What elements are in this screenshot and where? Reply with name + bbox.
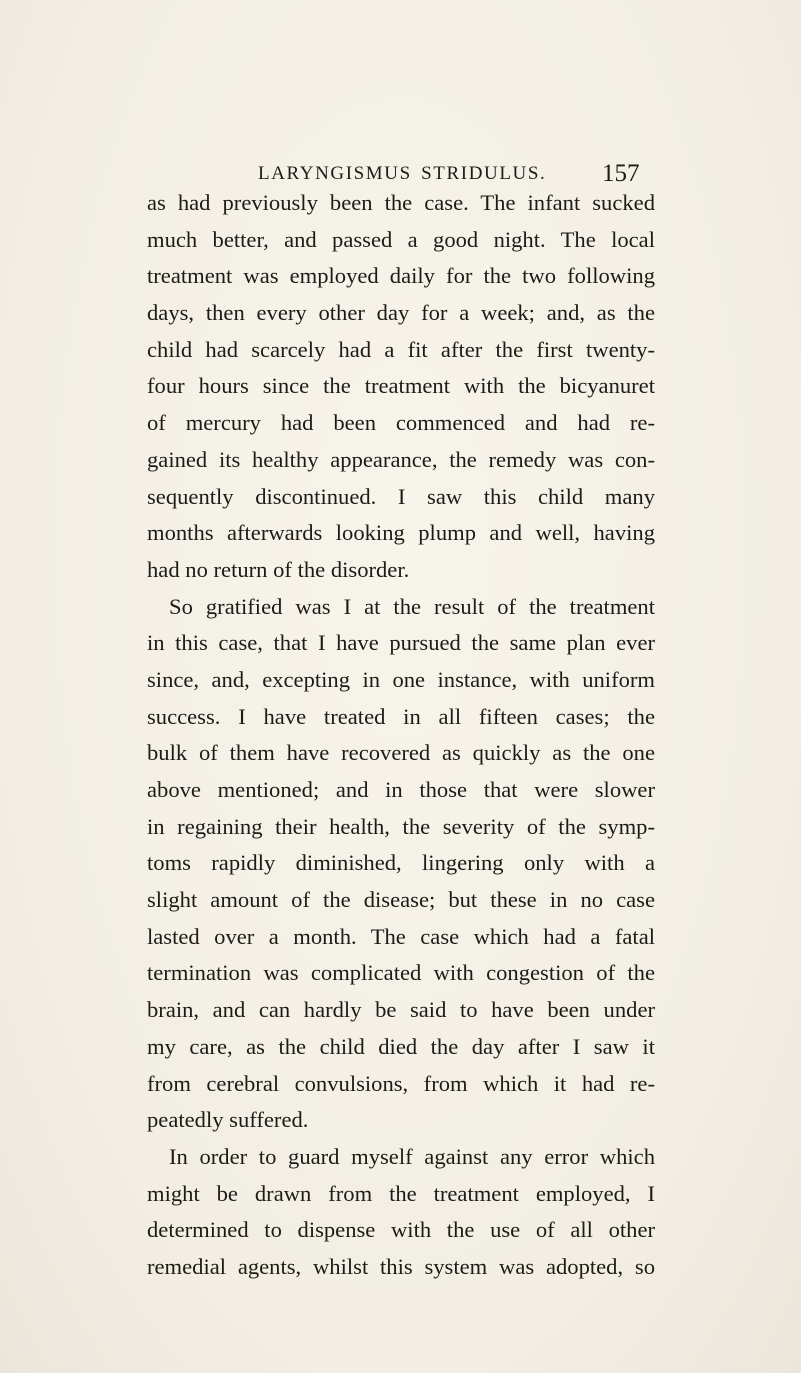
page-number: 157	[602, 160, 640, 187]
text-line: much better, and passed a good night. The local	[147, 226, 655, 252]
body-text	[147, 185, 655, 1286]
text-line: toms rapidly diminished, lingering only with a	[147, 850, 655, 876]
text-line: four hours since the treatment with the bicyanuret	[147, 373, 655, 399]
paragraph-start: So gratified was I at the result of the treatment	[169, 593, 655, 619]
text-line: child had scarcely had a fit after the first twenty-	[147, 336, 655, 362]
text-line: of mercury had been commenced and had re-	[147, 410, 655, 436]
text-line: termination was complicated with congestion of the	[147, 960, 655, 986]
text-line: peatedly suffered.	[147, 1107, 309, 1133]
text-line: success. I have treated in all fifteen cases; the	[147, 703, 655, 729]
text-line: brain, and can hardly be said to have been under	[147, 997, 655, 1023]
running-title: LARYNGISMUS STRIDULUS.	[258, 163, 547, 184]
text-line: had no return of the disorder.	[147, 556, 410, 582]
text-line: remedial agents, whilst this system was adopted, so	[147, 1253, 655, 1279]
text-line: determined to dispense with the use of all other	[147, 1217, 655, 1243]
text-line: above mentioned; and in those that were slower	[147, 777, 655, 802]
text-line: in regaining their health, the severity of the symp-	[147, 813, 655, 839]
paragraph-start: In order to guard myself against any error which	[169, 1143, 655, 1169]
text-line: lasted over a month. The case which had a fatal	[147, 923, 655, 949]
text-line: slight amount of the disease; but these in no case	[147, 887, 655, 913]
text-line: gained its healthy appearance, the remedy was con-	[147, 446, 655, 472]
text-line: days, then every other day for a week; and, as the	[147, 300, 655, 326]
text-line: as had previously been the case. The infant sucked	[147, 190, 655, 215]
text-line: from cerebral convulsions, from which it had re-	[147, 1070, 655, 1096]
text-line: might be drawn from the treatment employed, I	[147, 1180, 655, 1206]
text-line: in this case, that I have pursued the same plan ever	[147, 630, 655, 656]
text-line: sequently discontinued. I saw this child many	[147, 483, 655, 509]
text-line: since, and, excepting in one instance, with uniform	[147, 666, 655, 692]
text-line: bulk of them have recovered as quickly as the one	[147, 740, 655, 766]
text-line: my care, as the child died the day after I saw it	[147, 1033, 655, 1059]
text-line: treatment was employed daily for the two following	[147, 263, 655, 289]
text-line: months afterwards looking plump and well, having	[147, 520, 655, 546]
